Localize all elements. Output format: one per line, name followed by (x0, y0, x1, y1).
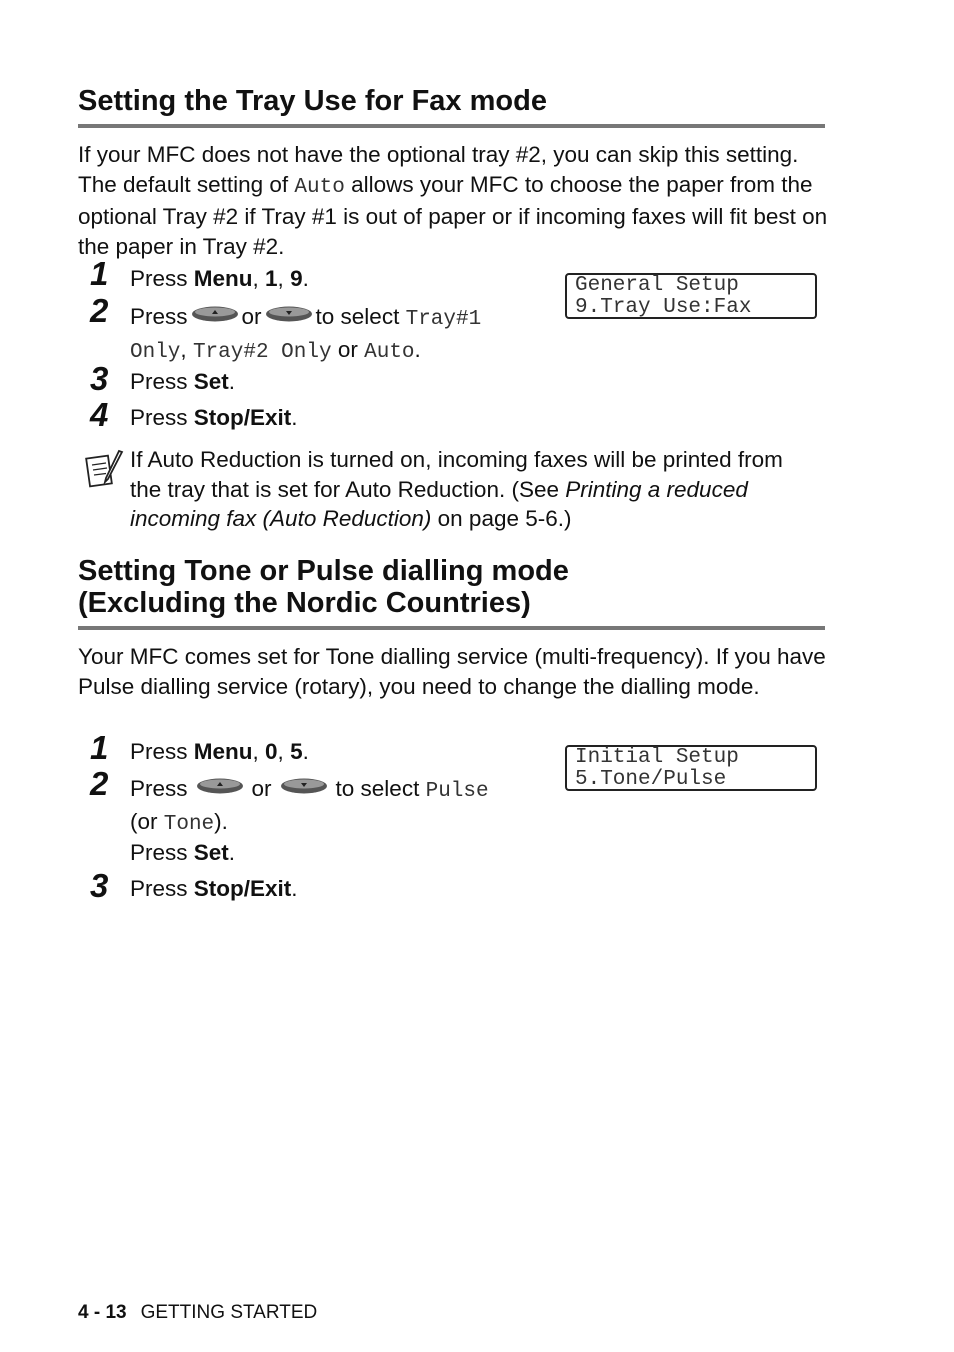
title-rule (78, 626, 825, 630)
section-title-tray-use: Setting the Tray Use for Fax mode (78, 85, 547, 117)
step-2: Press or to select Tray#1 Only, Tray#2 Only or Auto. (130, 301, 530, 368)
step-number: 4 (90, 396, 109, 433)
step-3: Press Stop/Exit. (130, 876, 298, 901)
step-number: 1 (90, 255, 109, 292)
lcd-display: Initial Setup 5.Tone/Pulse (565, 745, 817, 791)
lcd-display: General Setup 9.Tray Use:Fax (565, 273, 817, 319)
step-2-continued: Press Set. (130, 840, 236, 865)
title-rule (78, 124, 825, 128)
navigation-up-button-icon (196, 773, 244, 803)
navigation-down-button-icon (280, 773, 328, 803)
step-number: 2 (90, 765, 109, 802)
note-text: If Auto Reduction is turned on, incoming faxes will be printed from the tray that is set for Auto Reduction. (See Printing a reduced incoming fax (Auto Reduction) on page 5-6.) (130, 447, 783, 531)
step-3: Press Set. (130, 369, 236, 394)
step-number: 3 (90, 867, 109, 904)
section-title-tone-pulse: Setting Tone or Pulse dialling mode (Excluding the Nordic Countries) (78, 555, 569, 619)
step-2: Press or to select Pulse (or Tone). (130, 773, 540, 840)
section1-intro: If your MFC does not have the optional tray #2, you can skip this setting. The default setting of Auto allows your MFC to choose the paper from the optional Tray #2 if Tray #1 is out of paper or if incoming faxes will fit best on the paper in Tray #2. (78, 142, 828, 259)
step-1: Press Menu, 0, 5. (130, 739, 309, 764)
page-footer (78, 1302, 317, 1324)
page-number: 4 - 13 (78, 1302, 127, 1323)
navigation-down-button-icon (265, 301, 313, 331)
chapter-name: GETTING STARTED (140, 1302, 318, 1323)
step-1: Press Menu, 1, 9. (130, 266, 309, 291)
step-number: 1 (90, 729, 109, 766)
navigation-up-button-icon (191, 301, 239, 331)
default-setting-value: Auto (294, 175, 345, 199)
note-pencil-icon (84, 449, 126, 496)
step-number: 2 (90, 292, 109, 329)
step-4: Press Stop/Exit. (130, 405, 298, 430)
step-number: 3 (90, 360, 109, 397)
section2-intro: Your MFC comes set for Tone dialling service (multi-frequency). If you have Pulse dialling service (rotary), you need to change the dialling mode. (78, 644, 826, 699)
